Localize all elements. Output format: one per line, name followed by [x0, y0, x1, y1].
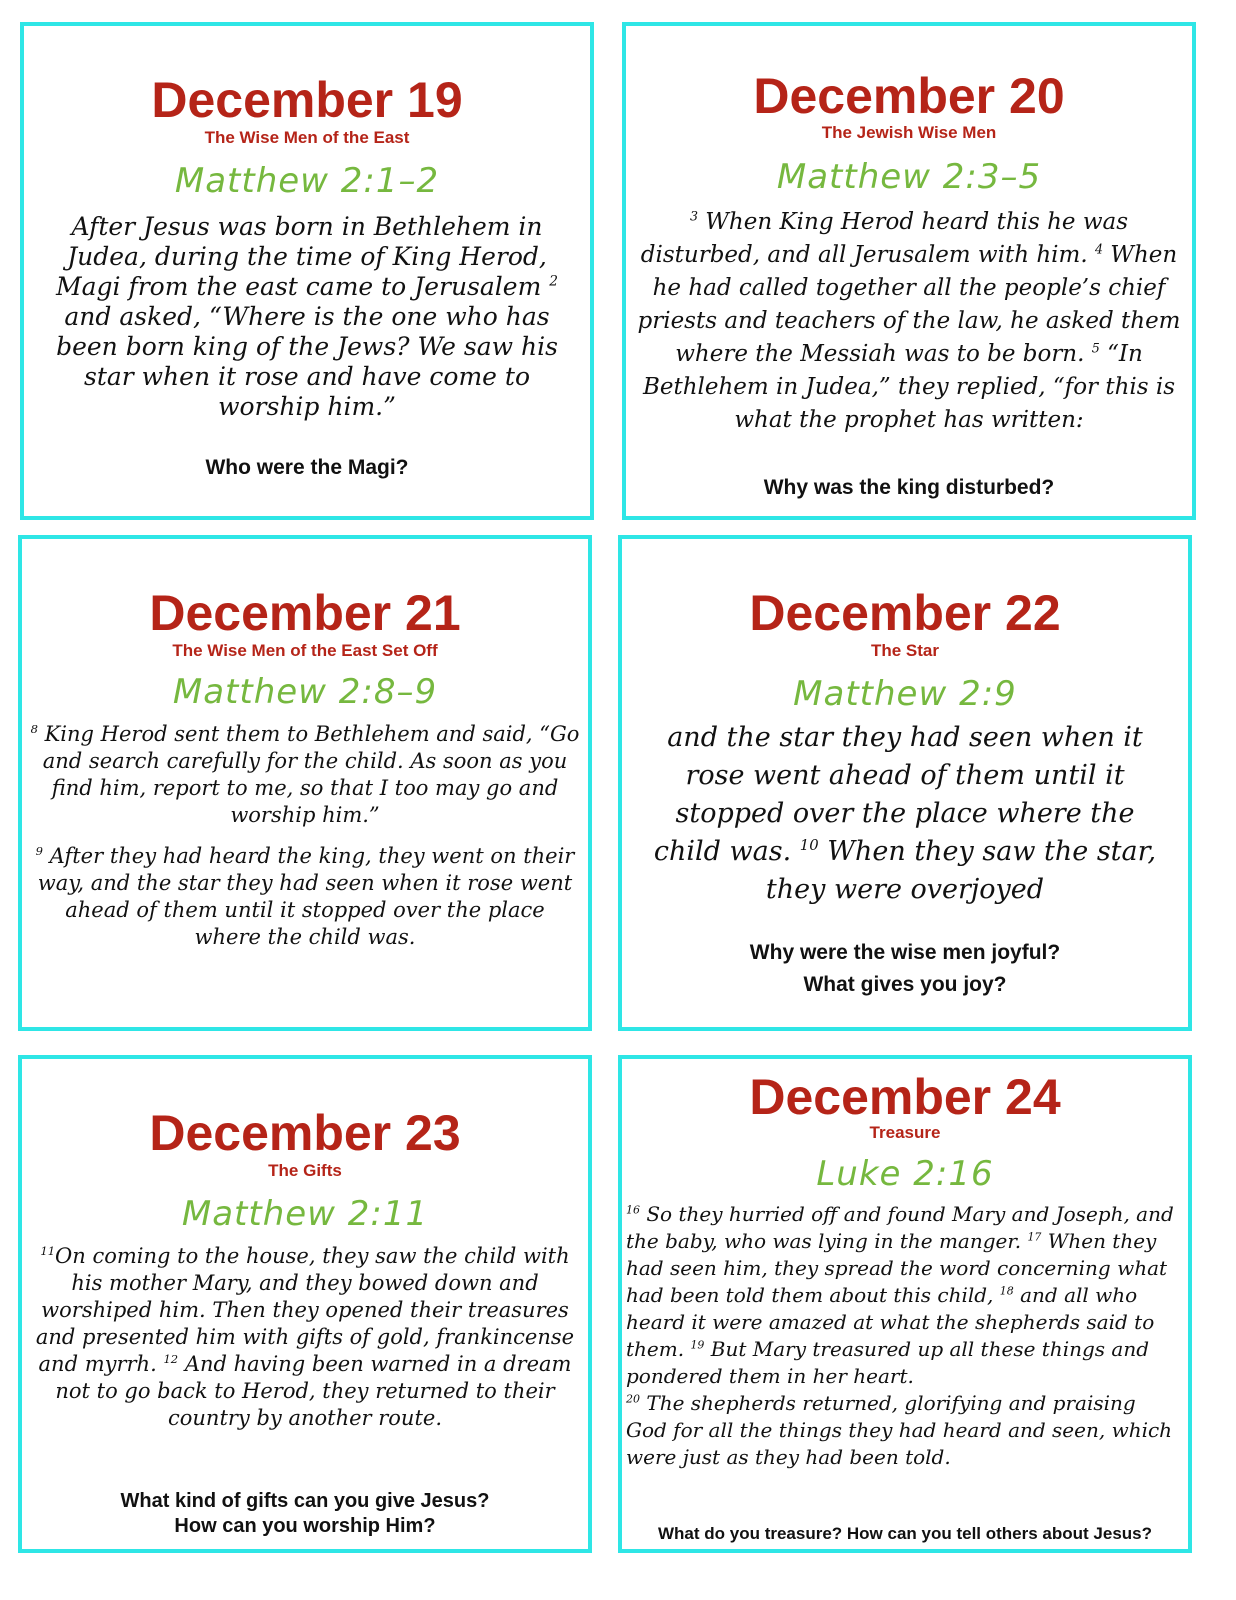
scripture-paragraph: [626, 1390, 1182, 1471]
card-subtitle: The Star: [870, 641, 940, 660]
verse-number: 17: [1027, 1230, 1042, 1244]
card-date: December 19: [151, 72, 463, 128]
card-december-21: [18, 535, 592, 1031]
verse-number: 5: [1091, 340, 1100, 356]
scripture-reference: Luke 2:16: [816, 1154, 994, 1194]
card-subtitle: The Jewish Wise Men: [821, 123, 997, 142]
card-date: December 24: [749, 1069, 1061, 1125]
verse-text: After they had heard the king, they went on their way, and the star they had seen when it rose went ahead of them until it stopped over the place where the child was.: [37, 844, 575, 949]
verse-text: So they hurried off and found Mary and Joseph, and the baby, who was lying in the manger.: [626, 1202, 1174, 1253]
scripture-text: [640, 719, 1170, 909]
verse-number: 12: [163, 1352, 179, 1366]
scripture-text: [30, 1243, 580, 1432]
verse-text: When King Herod heard this he was disturbed, and all Jerusalem with him.: [640, 209, 1129, 268]
verse-number: 11: [40, 1244, 56, 1258]
scripture-reference: Matthew 2:8–9: [172, 672, 438, 712]
card-subtitle: Treasure: [869, 1123, 941, 1142]
verse-text: And having been warned in a dream not to go back to Herod, they returned to their country by another route.: [55, 1352, 572, 1430]
verse-number: 4: [1094, 241, 1103, 257]
scripture-paragraph: [626, 1201, 1182, 1390]
discussion-question: What kind of gifts can you give Jesus?: [120, 1490, 490, 1512]
verse-number: 9: [35, 844, 43, 858]
card-december-20: [622, 22, 1196, 520]
card-date: December 20: [753, 68, 1065, 124]
verse-number: 20: [626, 1392, 640, 1406]
scripture-paragraph: [30, 843, 580, 951]
verse-text: On coming to the house, they saw the child with his mother Mary, and they bowed down and worshiped him. Then they opened their treasures and presented him with gifts of gold, frankincense and myrrh.: [35, 1244, 575, 1376]
verse-text: The shepherds returned, glorifying and praising God for all the things they had heard and seen, which were just as they had been told.: [626, 1391, 1173, 1469]
scripture-text: [626, 1201, 1182, 1471]
card-date: December 23: [149, 1105, 461, 1161]
verse-text: King Herod sent them to Bethlehem and said, “Go and search carefully for the child. As soon as you find him, report to me, so that I too may go and worship him.”: [37, 722, 580, 827]
discussion-question: Why were the wise men joyful?: [749, 941, 1061, 964]
verse-text: When they had seen him, they spread the word concerning what had been told them about this child,: [626, 1229, 1168, 1307]
verse-text: When they saw the star, they were overjoyed: [765, 836, 1157, 905]
scripture-paragraph: [30, 721, 580, 829]
card-subtitle: The Wise Men of the East Set Off: [172, 641, 438, 660]
scripture-text: [30, 721, 580, 951]
verse-number: 18: [999, 1284, 1014, 1298]
verse-text: “In Bethlehem in Judea,” they replied, “for this is what the prophet has written:: [642, 341, 1176, 433]
verse-number: 2: [549, 273, 558, 290]
card-december-23: [18, 1055, 592, 1553]
verse-text: and all who heard it were amazed at what the shepherds said to them.: [626, 1283, 1155, 1361]
verse-text: But Mary treasured up all these things and pondered them in her heart.: [626, 1337, 1149, 1388]
card-december-22: [618, 535, 1192, 1031]
verse-text: When he had called together all the people’s chief priests and teachers of the law, he asked them where the Messiah was to be born.: [637, 242, 1181, 367]
verse-number: 3: [689, 208, 698, 224]
verse-text: After Jesus was born in Bethlehem in Judea, during the time of King Herod, Magi from the east came to Jerusalem: [56, 212, 550, 301]
discussion-question: What do you treasure? How can you tell others about Jesus?: [657, 1524, 1153, 1543]
verse-number: 16: [626, 1203, 640, 1217]
discussion-question: What gives you joy?: [803, 973, 1007, 996]
card-date: December 21: [149, 585, 461, 641]
scripture-text: [634, 206, 1184, 437]
discussion-question: How can you worship Him?: [174, 1515, 436, 1537]
card-date: December 22: [749, 585, 1061, 641]
verse-number: 8: [30, 722, 38, 736]
verse-text: and asked, “Where is the one who has been born king of the Jews? We saw his star when it rose and have come to worship him.”: [56, 302, 558, 421]
scripture-reference: Matthew 2:1–2: [174, 161, 440, 201]
discussion-question: Why was the king disturbed?: [763, 476, 1055, 499]
scripture-text: [32, 212, 582, 422]
scripture-reference: Matthew 2:3–5: [776, 157, 1042, 197]
scripture-reference: Matthew 2:9: [793, 674, 1017, 714]
card-subtitle: The Gifts: [268, 1161, 342, 1180]
verse-number: 10: [799, 836, 819, 854]
card-december-19: [20, 22, 594, 520]
card-december-24: [618, 1055, 1192, 1553]
discussion-question: Who were the Magi?: [205, 456, 409, 479]
verse-text: and the star they had seen when it rose went ahead of them until it stopped over the place where the child was.: [653, 722, 1143, 867]
verse-number: 19: [690, 1338, 705, 1352]
scripture-reference: Matthew 2:11: [181, 1194, 429, 1234]
card-subtitle: The Wise Men of the East: [204, 128, 410, 147]
